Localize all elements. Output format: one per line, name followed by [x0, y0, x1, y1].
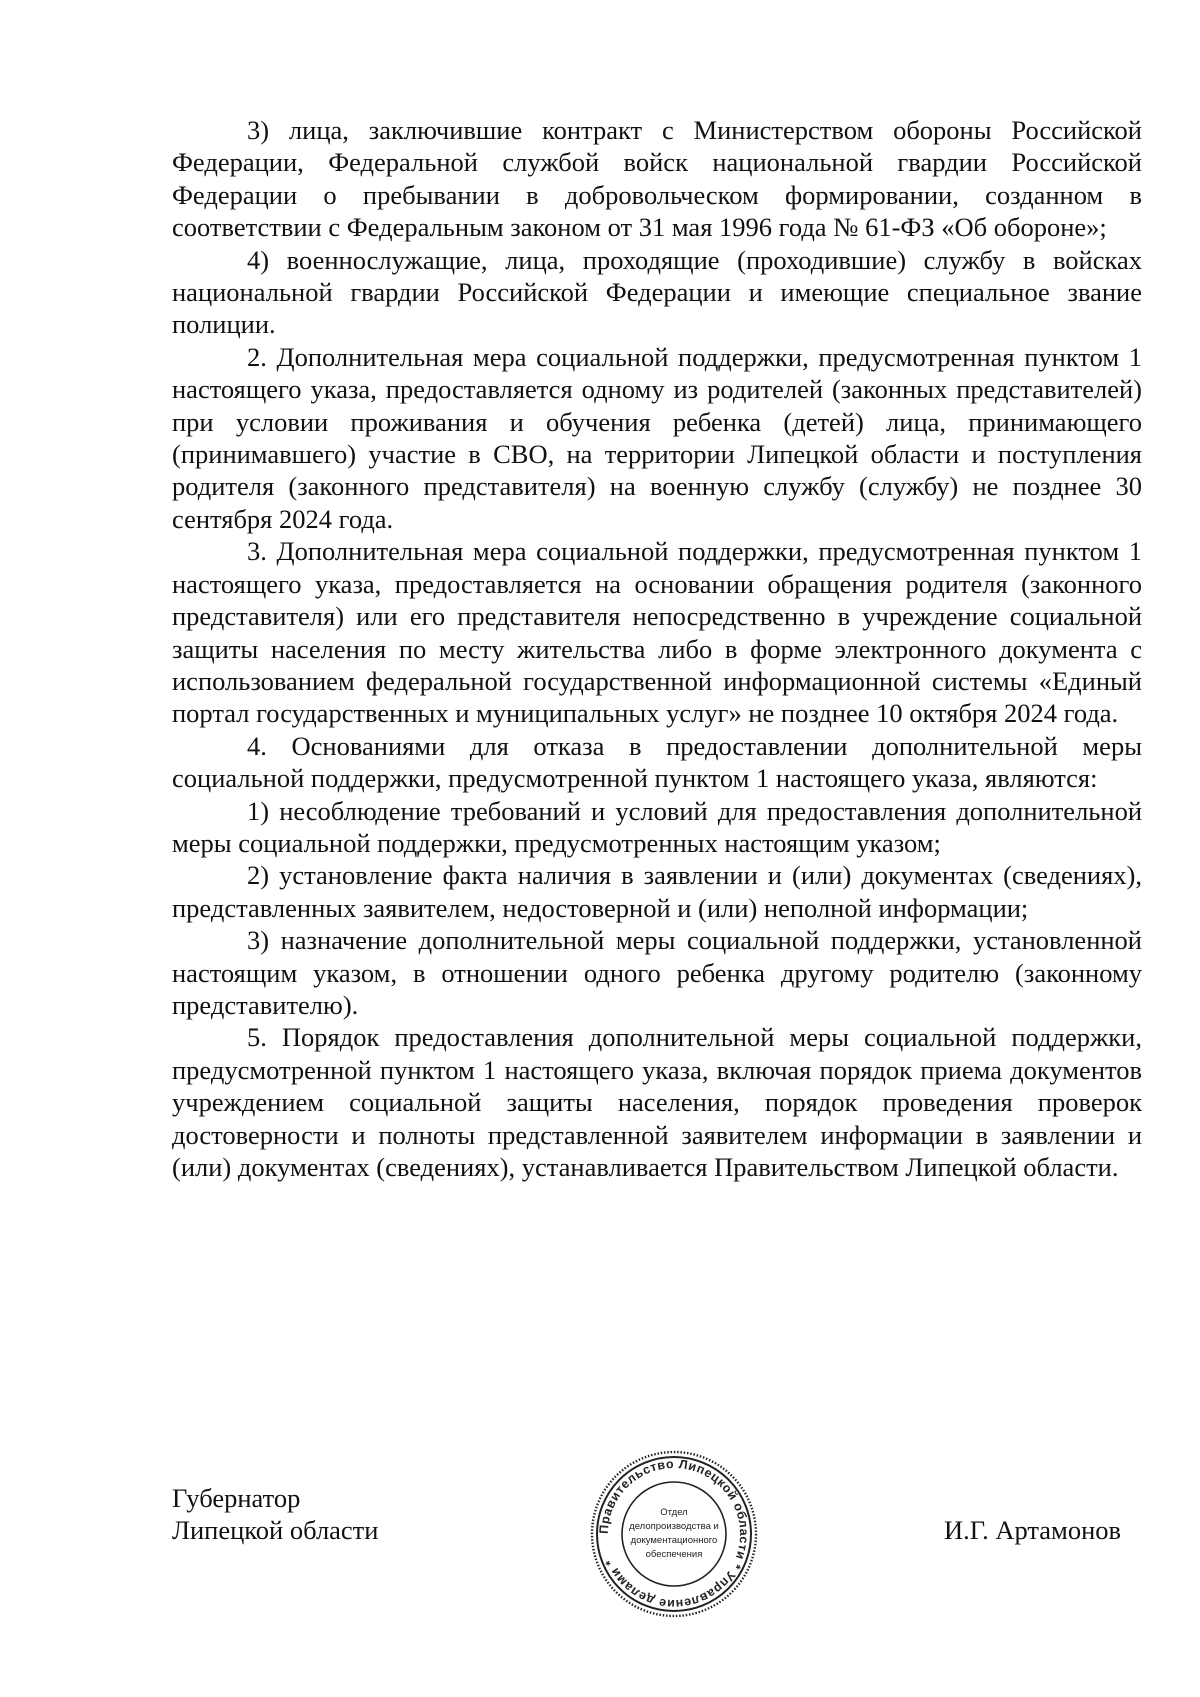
paragraph: 5. Порядок предоставления дополнительной меры социальной поддержки, предусмотренной пунктом 1 настоящего указа, включая порядок приема документов учреждением социальной защиты населения, порядок проведения проверок достоверности и полноты представленной заявителем информации в заявлении и (или) документах (сведениях), устанавливается Правительством Липецкой области. [172, 1022, 1142, 1182]
stamp-inner-line: документационного [630, 1535, 718, 1546]
official-stamp [588, 1448, 760, 1620]
paragraph: 3. Дополнительная мера социальной поддержки, предусмотренная пунктом 1 настоящего указа, предоставляется на основании обращения родителя (законного представителя) или его представителя непосредственно в учреждение социальной защиты населения по месту жительства либо в форме электронного документа с использованием федеральной государственной информационной системы «Единый портал государственных и муниципальных услуг» не позднее 10 октября 2024 года. [172, 536, 1142, 729]
paragraph: 4. Основаниями для отказа в предоставлении дополнительной меры социальной поддержки, предусмотренной пунктом 1 настоящего указа, являются: [172, 730, 1142, 794]
paragraph: 1) несоблюдение требований и условий для предоставления дополнительной меры социальной поддержки, предусмотренных настоящим указом; [172, 795, 1142, 858]
paragraph: 2) установление факта наличия в заявлении и (или) документах (сведениях), представленных заявителем, недостоверной и (или) неполной информации; [172, 860, 1142, 923]
document-body [172, 114, 1142, 1183]
signatory-name: И.Г. Артамонов [944, 1515, 1122, 1545]
stamp-inner-line: делопроизводства и [629, 1521, 719, 1532]
signatory-title [172, 1482, 378, 1546]
paragraph: 2. Дополнительная мера социальной поддержки, предусмотренная пунктом 1 настоящего указа, предоставляется одному из родителей (законных представителей) при условии проживания и обучения ребенка (детей) лица, принимающего (принимавшего) участие в СВО, на территории Липецкой области и поступления родителя (законного представителя) на военную службу (службу) не позднее 30 сентября 2024 года. [172, 341, 1142, 534]
signatory-title-line1: Губернатор [172, 1483, 301, 1513]
paragraph: 3) назначение дополнительной меры социальной поддержки, установленной настоящим указом, в отношении одного ребенка другому родителю (законному представителю). [172, 925, 1142, 1020]
paragraph: 4) военнослужащие, лица, проходящие (проходившие) службу в войсках национальной гвардии Российской Федерации и имеющие специальное звание полиции. [172, 244, 1142, 340]
stamp-inner-line: Отдел [660, 1507, 688, 1518]
paragraph: 3) лица, заключившие контракт с Министерством обороны Российской Федерации, Федеральной службой войск национальной гвардии Российской Федерации о пребывании в добровольческом формировании, созданном в соответствии с Федеральным законом от 31 мая 1996 года № 61-ФЗ «Об обороне»; [172, 115, 1142, 243]
signatory-title-line2: Липецкой области [172, 1515, 379, 1545]
stamp-inner-line: обеспечения [645, 1549, 703, 1560]
stamp-outer-text: Правительство Липецкой области * Управление делами * [596, 1456, 752, 1612]
